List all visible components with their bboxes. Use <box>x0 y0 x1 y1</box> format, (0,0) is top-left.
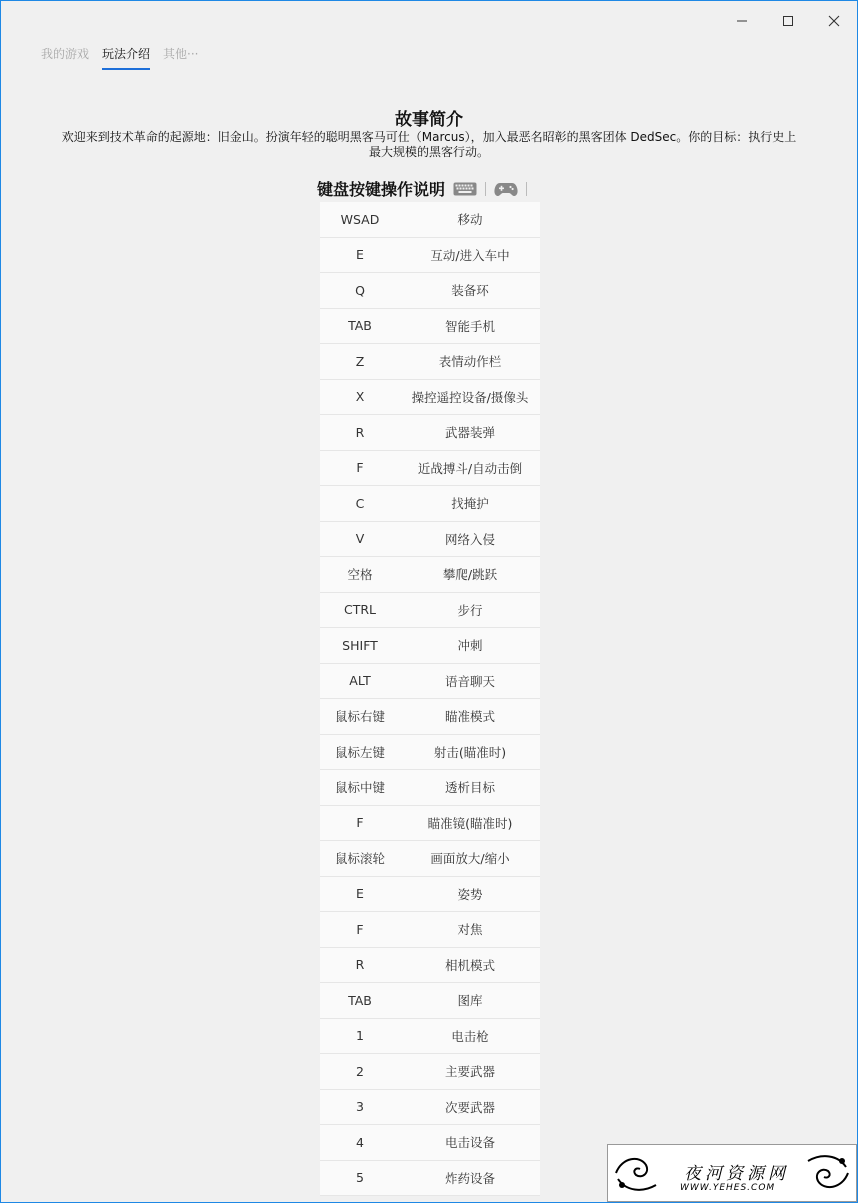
action-cell: 冲刺 <box>400 628 540 664</box>
key-binding-row <box>320 273 540 309</box>
key-binding-row <box>320 947 540 983</box>
key-cell: R <box>320 947 400 983</box>
action-cell: 姿势 <box>400 876 540 912</box>
action-cell: 画面放大/缩小 <box>400 841 540 877</box>
key-cell: E <box>320 237 400 273</box>
close-button[interactable] <box>811 1 857 41</box>
watermark-logo <box>607 1144 857 1202</box>
key-binding-row <box>320 983 540 1019</box>
story-title: 故事简介 <box>395 110 463 130</box>
key-binding-row <box>320 486 540 522</box>
key-cell: 鼠标中键 <box>320 770 400 806</box>
key-cell: 2 <box>320 1054 400 1090</box>
minimize-icon <box>736 15 748 27</box>
key-cell: 5 <box>320 1160 400 1196</box>
key-cell: TAB <box>320 308 400 344</box>
header-divider <box>526 182 527 196</box>
key-binding-row <box>320 912 540 948</box>
key-binding-row <box>320 557 540 593</box>
key-cell: V <box>320 521 400 557</box>
action-cell: 装备环 <box>400 273 540 309</box>
key-binding-row <box>320 663 540 699</box>
action-cell: 电击设备 <box>400 1125 540 1161</box>
key-binding-row <box>320 202 540 237</box>
action-cell: 瞄准镜(瞄准时) <box>400 805 540 841</box>
header-divider <box>485 182 486 196</box>
key-cell: 3 <box>320 1089 400 1125</box>
key-cell: Z <box>320 344 400 380</box>
tab-other[interactable]: 其他··· <box>163 47 199 61</box>
key-cell: F <box>320 450 400 486</box>
key-binding-row <box>320 699 540 735</box>
key-binding-row <box>320 876 540 912</box>
key-cell: 4 <box>320 1125 400 1161</box>
close-icon <box>828 15 840 27</box>
key-binding-row <box>320 1054 540 1090</box>
action-cell: 操控遥控设备/摄像头 <box>400 379 540 415</box>
keyboard-icon[interactable] <box>453 182 477 196</box>
action-cell: 找掩护 <box>400 486 540 522</box>
action-cell: 近战搏斗/自动击倒 <box>400 450 540 486</box>
action-cell: 透析目标 <box>400 770 540 806</box>
gamepad-icon[interactable] <box>494 181 518 197</box>
key-cell: E <box>320 876 400 912</box>
key-cell: 1 <box>320 1018 400 1054</box>
title-bar <box>719 1 857 41</box>
action-cell: 次要武器 <box>400 1089 540 1125</box>
tab-gameplay[interactable]: 玩法介绍 <box>102 45 150 70</box>
key-binding-row <box>320 450 540 486</box>
key-binding-row <box>320 308 540 344</box>
controls-title: 键盘按键操作说明 <box>317 180 446 199</box>
key-cell: 鼠标左键 <box>320 734 400 770</box>
key-binding-row <box>320 628 540 664</box>
maximize-button[interactable] <box>765 1 811 41</box>
action-cell: 武器装弹 <box>400 415 540 451</box>
key-binding-row <box>320 521 540 557</box>
key-cell: Q <box>320 273 400 309</box>
ornament-right-icon <box>802 1149 852 1197</box>
action-cell: 对焦 <box>400 912 540 948</box>
controls-header <box>317 177 527 200</box>
key-binding-row <box>320 1089 540 1125</box>
key-cell: CTRL <box>320 592 400 628</box>
key-cell: SHIFT <box>320 628 400 664</box>
key-binding-row <box>320 805 540 841</box>
ornament-left-icon <box>612 1149 662 1197</box>
key-cell: TAB <box>320 983 400 1019</box>
action-cell: 智能手机 <box>400 308 540 344</box>
action-cell: 攀爬/跳跃 <box>400 557 540 593</box>
maximize-icon <box>782 15 794 27</box>
action-cell: 电击枪 <box>400 1018 540 1054</box>
action-cell: 移动 <box>400 202 540 237</box>
action-cell: 炸药设备 <box>400 1160 540 1196</box>
key-cell: X <box>320 379 400 415</box>
action-cell: 相机模式 <box>400 947 540 983</box>
story-text: 欢迎来到技术革命的起源地：旧金山。扮演年轻的聪明黑客马可仕（Marcus），加入最恶名昭彰的黑客团体 DedSec。你的目标：执行史上最大规模的黑客行动。 <box>61 130 797 159</box>
action-cell: 表情动作栏 <box>400 344 540 380</box>
action-cell: 瞄准模式 <box>400 699 540 735</box>
key-binding-row <box>320 841 540 877</box>
action-cell: 互动/进入车中 <box>400 237 540 273</box>
key-cell: 鼠标滚轮 <box>320 841 400 877</box>
action-cell: 网络入侵 <box>400 521 540 557</box>
watermark-text: 夜河资源网 <box>684 1164 789 1184</box>
key-binding-row <box>320 1125 540 1161</box>
key-binding-row <box>320 415 540 451</box>
minimize-button[interactable] <box>719 1 765 41</box>
tab-my-games[interactable]: 我的游戏 <box>41 47 90 61</box>
action-cell: 主要武器 <box>400 1054 540 1090</box>
key-binding-row <box>320 592 540 628</box>
action-cell: 图库 <box>400 983 540 1019</box>
key-binding-row <box>320 344 540 380</box>
key-binding-row <box>320 237 540 273</box>
key-binding-row <box>320 1160 540 1196</box>
key-binding-row <box>320 734 540 770</box>
key-cell: C <box>320 486 400 522</box>
action-cell: 语音聊天 <box>400 663 540 699</box>
key-binding-row <box>320 379 540 415</box>
key-bindings-table <box>320 202 540 1196</box>
tab-bar <box>41 45 211 70</box>
key-binding-row <box>320 770 540 806</box>
key-cell: 空格 <box>320 557 400 593</box>
action-cell: 射击(瞄准时) <box>400 734 540 770</box>
key-cell: R <box>320 415 400 451</box>
key-cell: F <box>320 912 400 948</box>
action-cell: 步行 <box>400 592 540 628</box>
watermark-url: WWW.YEHES.COM <box>680 1183 776 1193</box>
key-cell: F <box>320 805 400 841</box>
key-cell: WSAD <box>320 202 400 237</box>
key-cell: ALT <box>320 663 400 699</box>
key-binding-row <box>320 1018 540 1054</box>
key-cell: 鼠标右键 <box>320 699 400 735</box>
